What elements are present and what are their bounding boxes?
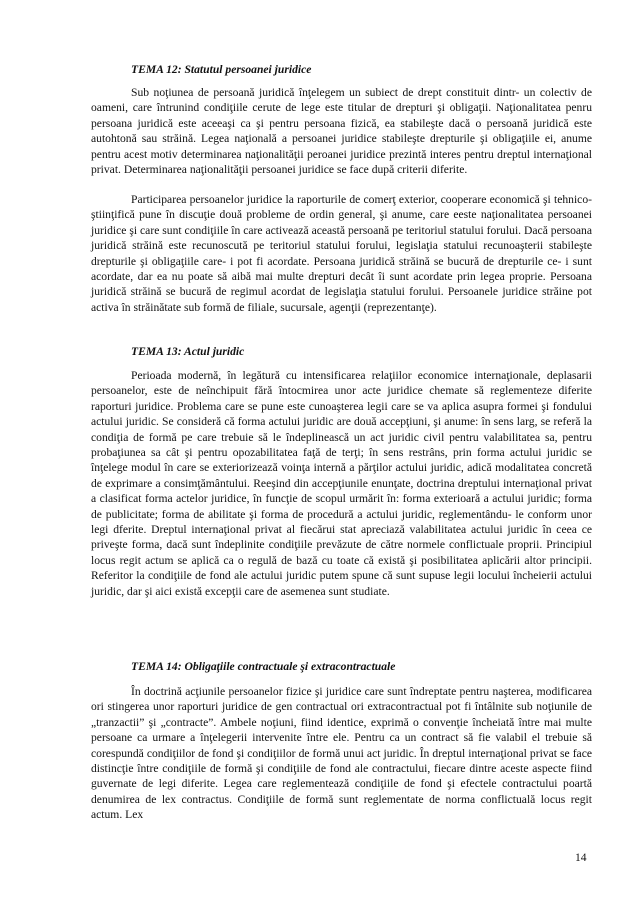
paragraph-tema-12-1: Sub noţiunea de persoană juridică înţelegem un subiect de drept constituit dintr- un colectiv de oameni, care întrunind condiţiile cerute de lege este titular de drepturi şi obligaţii. Naţionalitatea penru persoana juridică este aceeaşi ca şi pentru persoana fizică, ea stabileşte dacă o persoană juridică este autohtonă sau străină. Legea naţională a persoanei juridice stabileşte drepturile şi obligaţiile ei, anume pentru acest motiv determinarea naţionalităţii peroanei juridice prezintă interes pentru dreptul internaţional privat. Determinarea naţionalităţii persoanei juridice se face după criterii diferite. xyxy=(91,86,592,177)
paragraph-tema-13-1: Perioada modernă, în legătură cu intensificarea relaţiilor economice internaţionale, deplasarii persoanelor, este de neînchipuit fără întocmirea unor acte juridice chemate să reglementeze diferite raporturi juridice. Problema care se pune este cunoaşterea legii care se va aplica asupra formei şi fondului actului juridic. Se consideră că forma actului juridic are două accepţiuni, şi anume: în sens larg, se referă la condiţia de formă pe care trebuie să le îndeplinească un act juridic civil pentru valabilitatea sa, pentru probaţiunea sa cât şi pentru opozabilitatea faţă de terţi; în sens restrâns, prin forma actului juridic se înţelege modul în care se exteriorizează voinţa internă a părţilor actului juridic, adică modalitatea concretă de exprimare a consimţământului. Reeşind din accepţiunile enunţate, doctrina dreptului internaţional privat a clasificat forma actelor juridice, în funcţie de scopul urmărit în: forma exterioară a actului juridic; forma de publicitate; forma de abilitate şi forma de procedură a actului juridic, reglementându- le conform unor legi dferite. Dreptul internaţional privat al fiecărui stat apreciază valabilitatea actului juridic în ceea ce priveşte forma, dacă sunt îndeplinite condiţiile prevăzute de către normele conflictuale proprii. Principiul locus regit actum se aplică ca o regulă de bază cu toate că există şi posibilitatea aplicării altor principii. Referitor la condiţiile de fond ale actului juridic putem spune că sunt supuse legii locului încheierii actului juridic, dar şi aici există excepţii care de asemenea sunt studiate. xyxy=(91,369,592,598)
paragraph-tema-12-2: Participarea persoanelor juridice la raporturile de comerţ exterior, cooperare economică şi tehnico- ştiinţifică pune în discuţie două probleme de ordin general, şi anume, care eeste naţionalitatea persoanei juridice şi care sunt condiţiile în care activează această persoană pe teritoriul statului forului. Dacă persoana juridică străină este recunoscută pe teritoriul statului forului, legislaţia statului recunoaşterii stabileşte drepturile şi obligaţiile care- i pot fi acordate. Persoana juridică străină se bucură de drepturile ce- i sunt acordate, dar ea nu poate să aibă mai multe drepturi decât îi sunt acordate prin legea proprie. Persoana juridică străină se bucură de regimul acordat de legislaţia statului forului. Persoanele juridice străine pot activa în străinătate sub formă de filiale, sucursale, agenţii (reprezentanţe). xyxy=(91,193,592,314)
page-number: 14 xyxy=(575,851,587,864)
paragraph-tema-14-1: În doctrină acţiunile persoanelor fizice şi juridice care sunt îndreptate pentru naşterea, modificarea ori stingerea unor raporturi juridice de gen contractual ori extracontractual pot fi întâlnite sub noţiunile de „tranzactii” şi „contracte”. Ambele noţiuni, fiind identice, exprimă o convenţie încheiată între mai multe persoane ca urmare a înţelegerii intervenite între ele. Pentru ca un contract să fie valabil el trebuie să corespundă condiţiilor de fond şi condiţiilor de formă unui act juridic. În dreptul internaţional privat se face distincţie între condiţiile de formă şi condiţiile de fond ale contractului, fiecare dintre aceste aspecte fiind guvernate de legi diferite. Legea care reglementează condiţiile de fond şi efectele contractului poartă denumirea de lex contractus. Condiţiile de formă sunt reglementate de norma conflictuală locus regit actum. Lex xyxy=(91,685,592,822)
section-heading-tema-14: TEMA 14: Obligaţiile contractuale şi extracontractuale xyxy=(131,660,396,673)
section-heading-tema-13: TEMA 13: Actul juridic xyxy=(131,345,245,358)
section-heading-tema-12: TEMA 12: Statutul persoanei juridice xyxy=(131,63,312,76)
